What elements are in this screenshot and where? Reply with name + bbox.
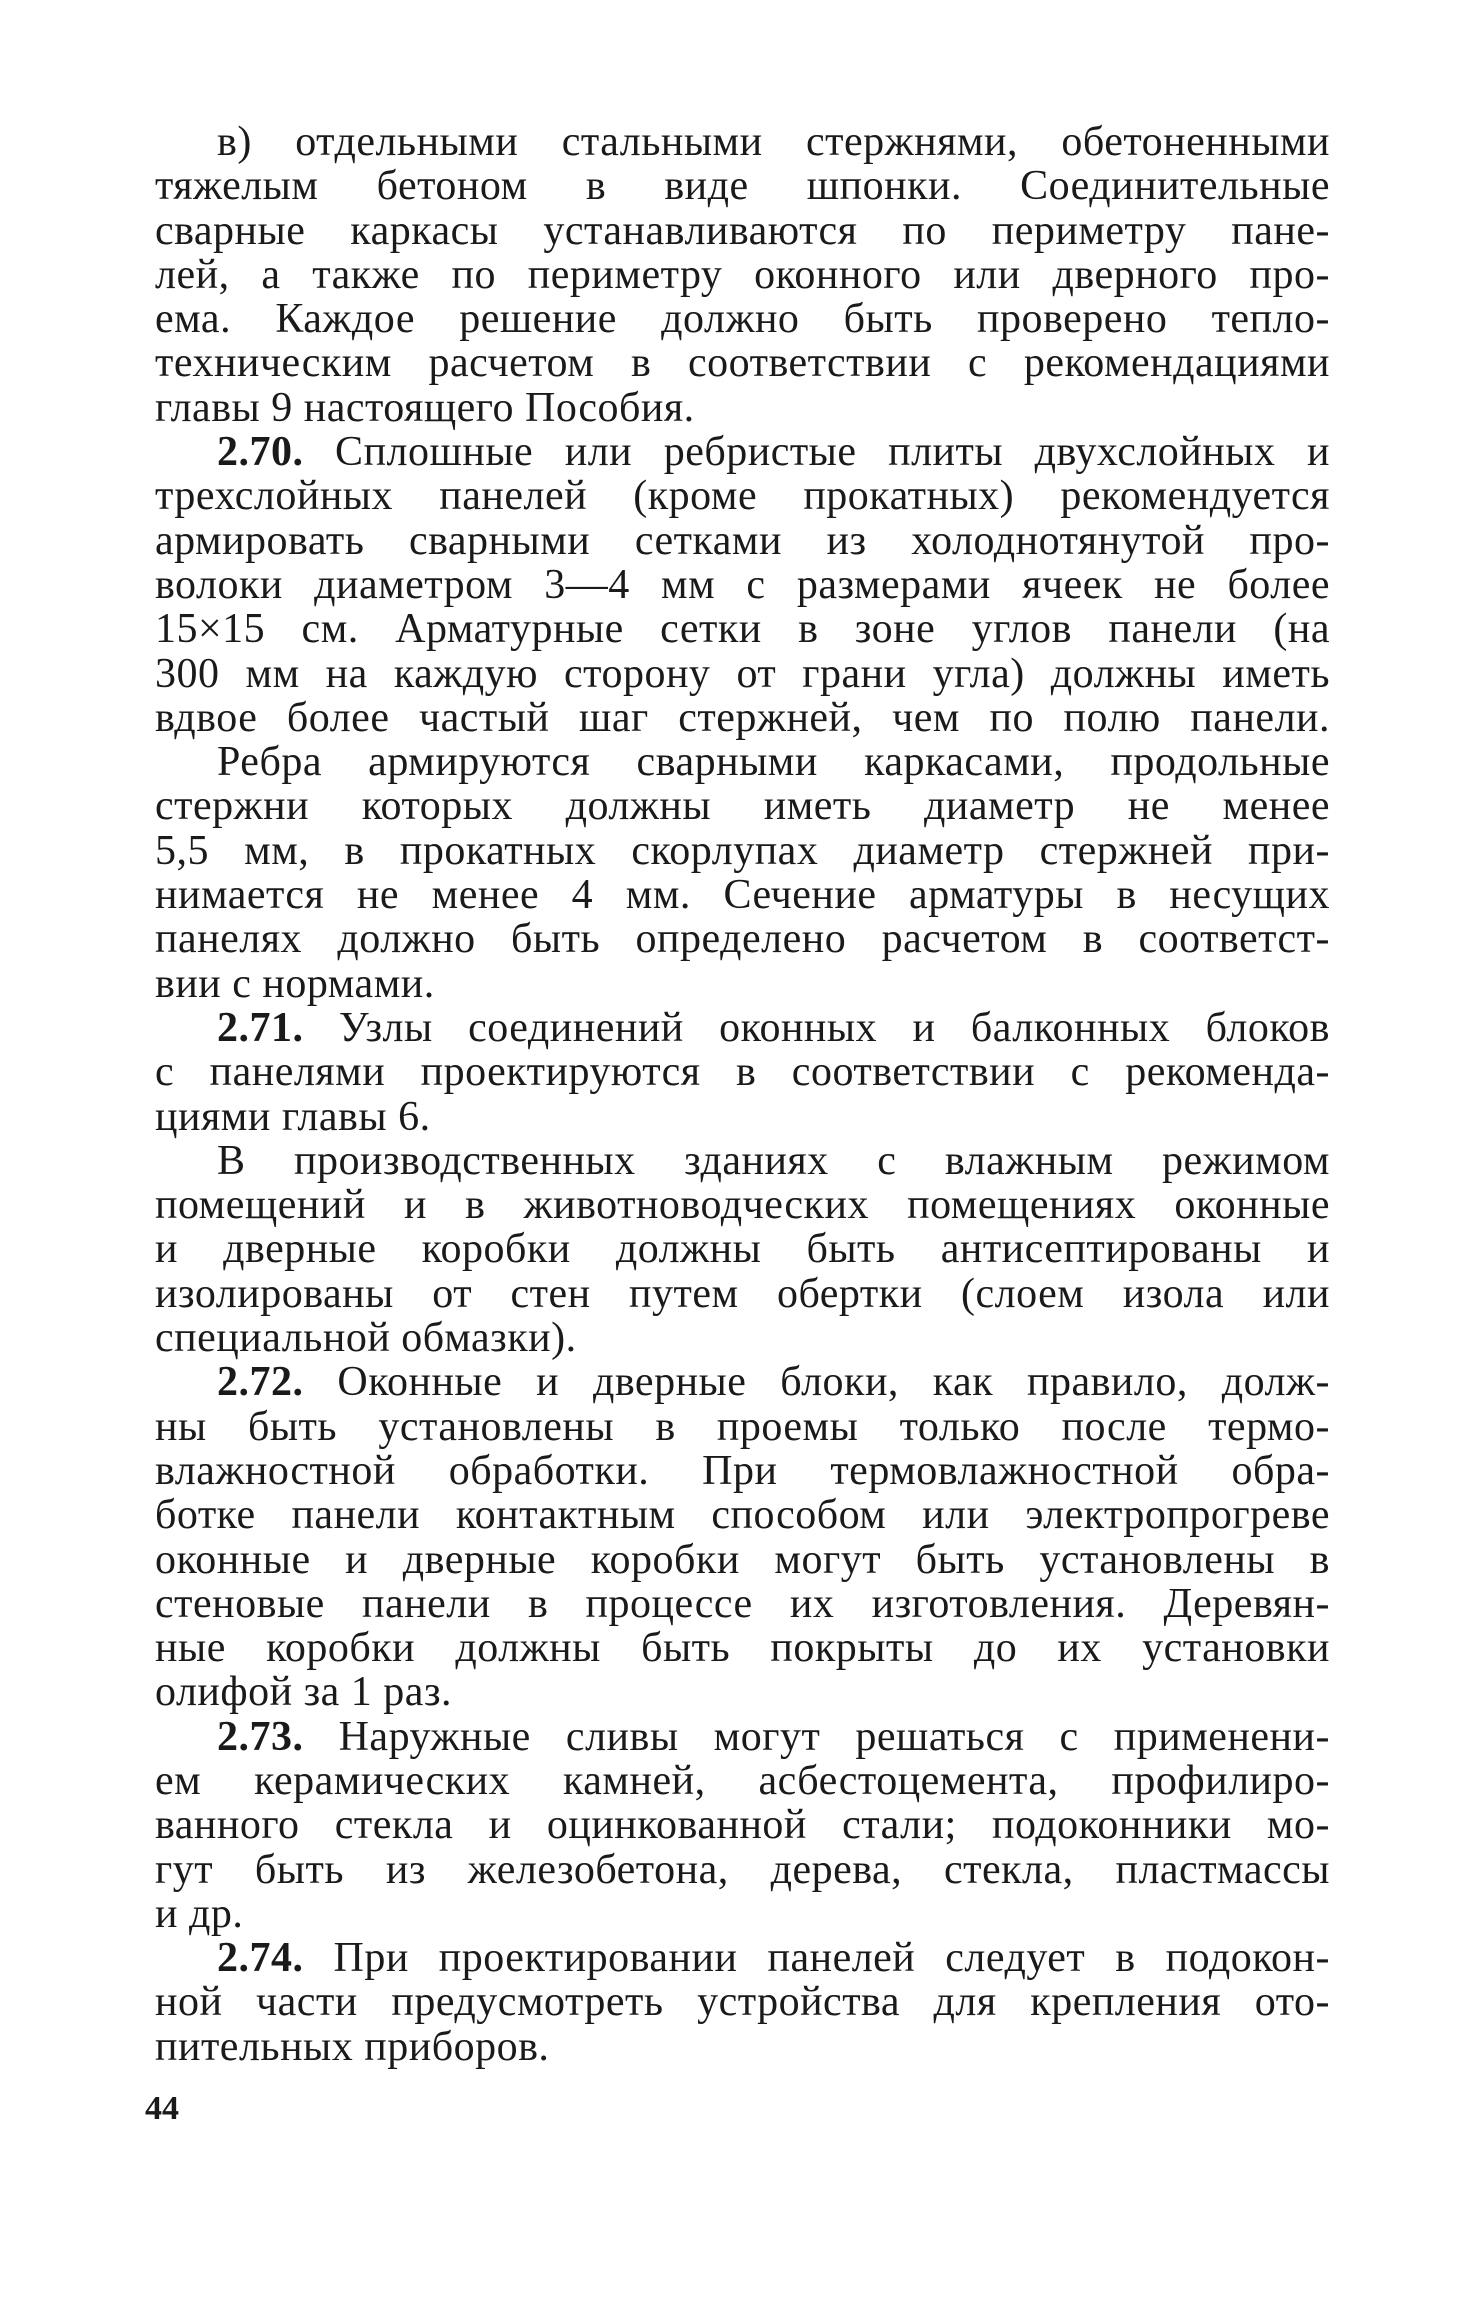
section-2-74 [155,1936,1330,2069]
text-line: и дверные коробки должны быть антисептированы и [155,1226,1330,1273]
text-line: сварные каркасы устанавливаются по периметру пане- [155,207,1330,254]
text-line: стержни которых должны иметь диаметр не менее [155,783,1330,830]
text-line: панелях должно быть определено расчетом в соответст- [155,916,1330,963]
text-line: ной части предусмотреть устройства для крепления ото- [155,1979,1330,2026]
section-number: 2.73. [217,1713,304,1760]
text-line: 2.70. Сплошные или ребристые плиты двухслойных и [217,429,1330,476]
text-line: армировать сварными сетками из холоднотянутой про- [155,517,1330,564]
text-line: помещений и в животноводческих помещениях оконные [155,1182,1330,1229]
paragraph-ribs [155,740,1330,1006]
text-line: 2.72. Оконные и дверные блоки, как правило, долж- [217,1359,1330,1406]
text-line: 5,5 мм, в прокатных скорлупах диаметр стержней при- [155,827,1330,874]
text-line: ботке панели контактным способом или электропрогреве [155,1492,1330,1539]
section-number: 2.74. [217,1935,304,1982]
text-line: стеновые панели в процессе их изготовления. Деревян- [155,1580,1330,1627]
text-line: гут быть из железобетона, дерева, стекла, пластмассы [155,1846,1330,1893]
text-line: 15×15 см. Арматурные сетки в зоне углов панели (на [155,606,1330,653]
page-body [155,120,1330,2069]
text-line: 2.74. При проектировании панелей следует в подокон- [217,1935,1330,1982]
text-line: циями главы 6. [155,1093,431,1140]
section-2-71 [155,1006,1330,1139]
text-line: с панелями проектируются в соответствии с рекоменда- [155,1049,1330,1096]
section-2-70 [155,430,1330,740]
section-2-73 [155,1715,1330,1936]
text-line: и др. [155,1890,244,1937]
text-line: в) отдельными стальными стержнями, обетоненными [217,119,1330,165]
text-line: лей, а также по периметру оконного или дверного про- [155,251,1330,298]
text-line: 300 мм на каждую сторону от грани угла) должны иметь [155,650,1330,697]
section-2-72 [155,1360,1330,1714]
text-line: оконные и дверные коробки могут быть установлены в [155,1536,1330,1583]
page-number: 44 [145,2090,179,2127]
paragraph-continuation [155,120,1330,430]
paragraph-production-buildings [155,1139,1330,1360]
text-line: техническим расчетом в соответствии с рекомендациями [155,340,1330,387]
text-line: изолированы от стен путем обертки (слоем изола или [155,1270,1330,1317]
text-line: 2.73. Наружные сливы могут решаться с применени- [217,1713,1330,1760]
text-line: пительных приборов. [155,2023,550,2070]
section-number: 2.71. [217,1004,304,1051]
text-line: ема. Каждое решение должно быть проверено тепло- [155,296,1330,343]
text-line: нимается не менее 4 мм. Сечение арматуры в несущих [155,872,1330,919]
text-line: вии с нормами. [155,960,435,1007]
section-number: 2.70. [217,429,304,476]
text-line: ванного стекла и оцинкованной стали; подоконники мо- [155,1802,1330,1849]
text-line: тяжелым бетоном в виде шпонки. Соединительные [155,163,1330,210]
text-line: Ребра армируются сварными каркасами, продольные [217,739,1330,786]
text-line: трехслойных панелей (кроме прокатных) рекомендуется [155,473,1330,520]
text-line: 2.71. Узлы соединений оконных и балконных блоков [217,1004,1330,1051]
text-line: главы 9 настоящего Пособия. [155,384,695,431]
text-line: ем керамических камней, асбестоцемента, профилиро- [155,1757,1330,1804]
text-line: В производственных зданиях с влажным режимом [217,1137,1330,1184]
text-line: вдвое более частый шаг стержней, чем по полю панели. [155,694,1330,741]
text-line: олифой за 1 раз. [155,1669,453,1716]
text-line: влажностной обработки. При термовлажностной обра- [155,1447,1330,1494]
text-line: специальной обмазки). [155,1315,577,1362]
text-line: ные коробки должны быть покрыты до их установки [155,1625,1330,1672]
text-line: ны быть установлены в проемы только после термо- [155,1403,1330,1450]
section-number: 2.72. [217,1359,304,1406]
text-line: волоки диаметром 3—4 мм с размерами ячеек не более [155,561,1330,608]
